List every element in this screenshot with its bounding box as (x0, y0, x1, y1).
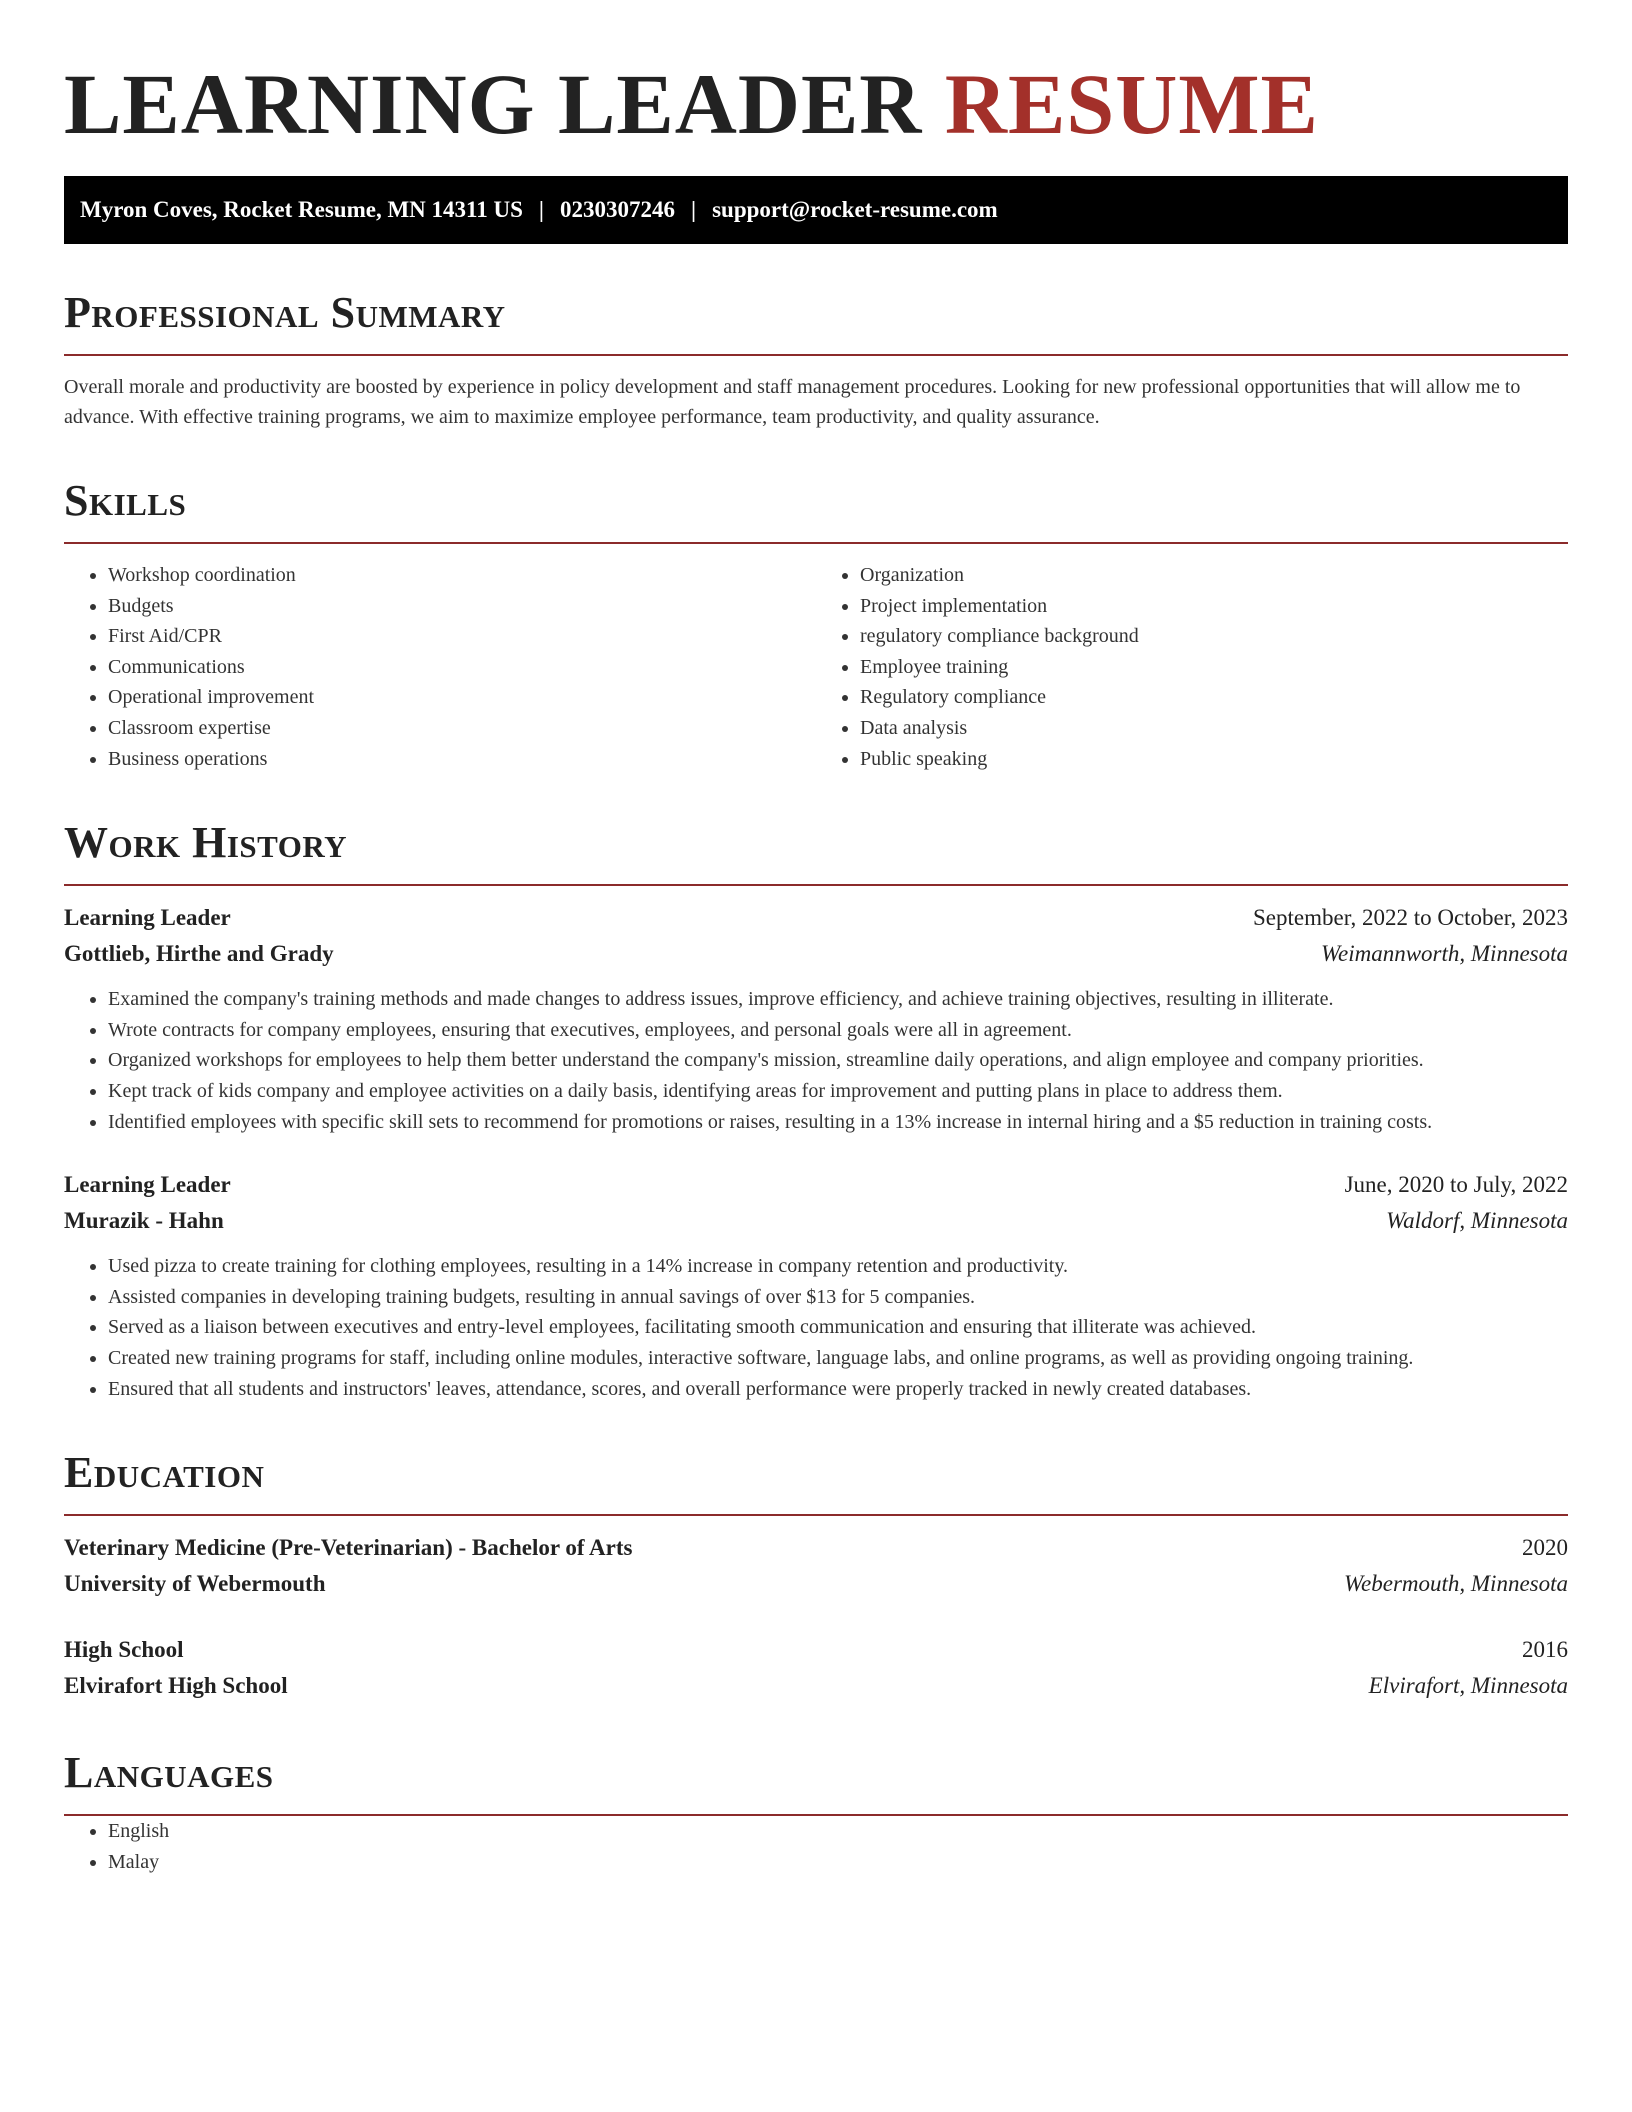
section-divider (64, 1514, 1568, 1516)
job-location: Weimannworth, Minnesota (1320, 941, 1568, 967)
job-bullet: • Ensured that all students and instructors' leaves, attendance, scores, and overall performance were properly tracked in newly created databases. (108, 1374, 1568, 1405)
education-entry-header (64, 1632, 1568, 1668)
education-entry (64, 1632, 1568, 1704)
skill-item: • Project implementation (860, 591, 1568, 622)
skills-column-left (64, 560, 816, 774)
contact-separator: | (691, 197, 697, 222)
skill-item: • Organization (860, 560, 1568, 591)
job-company: Gottlieb, Hirthe and Grady (64, 941, 334, 967)
title-main: LEARNING LEADER (64, 56, 923, 152)
skill-item: • Workshop coordination (108, 560, 816, 591)
section-divider (64, 354, 1568, 356)
education-school: Elvirafort High School (64, 1673, 288, 1699)
skill-item: • Business operations (108, 744, 816, 775)
skill-item: • Classroom expertise (108, 713, 816, 744)
education-entry-header (64, 1530, 1568, 1566)
job-title: Learning Leader (64, 905, 231, 931)
skills-list (64, 560, 1568, 774)
job-company: Murazik - Hahn (64, 1208, 224, 1234)
contact-address: Myron Coves, Rocket Resume, MN 14311 US (80, 197, 523, 222)
skill-item: • regulatory compliance background (860, 621, 1568, 652)
job-dates: September, 2022 to October, 2023 (1253, 905, 1568, 931)
skill-item: • Public speaking (860, 744, 1568, 775)
section-title-skills: Skills (64, 476, 187, 525)
job-location: Waldorf, Minnesota (1386, 1208, 1568, 1234)
job-bullet: • Wrote contracts for company employees, ensuring that executives, employees, and personal goals were all in agreement. (108, 1015, 1568, 1046)
work-entry-header (64, 900, 1568, 936)
education-school: University of Webermouth (64, 1571, 326, 1597)
resume-title (64, 48, 1568, 160)
skill-item: • Regulatory compliance (860, 682, 1568, 713)
job-bullet: • Used pizza to create training for clothing employees, resulting in a 14% increase in company retention and productivity. (108, 1251, 1568, 1282)
job-bullet: • Assisted companies in developing training budgets, resulting in annual savings of over $13 for 5 companies. (108, 1282, 1568, 1313)
skill-item: • Budgets (108, 591, 816, 622)
contact-separator: | (538, 197, 544, 222)
education-degree: Veterinary Medicine (Pre-Veterinarian) - Bachelor of Arts (64, 1535, 633, 1561)
job-bullets (64, 1251, 1568, 1404)
skill-item: • Communications (108, 652, 816, 683)
work-entry-subheader (64, 1203, 1568, 1239)
summary-text: Overall morale and productivity are boosted by experience in policy development and staff management procedures. Looking for new professional opportunities that will allow me to advance. With effective training programs, we aim to maximize employee performance, team productivity, and quality assurance. (64, 376, 1521, 428)
skill-item: • Employee training (860, 652, 1568, 683)
education-year: 2016 (1522, 1637, 1568, 1663)
work-entry-subheader (64, 936, 1568, 972)
job-bullet: • Identified employees with specific skill sets to recommend for promotions or raises, resulting in a 13% increase in internal hiring and a $5 reduction in training costs. (108, 1107, 1568, 1138)
job-bullet: • Kept track of kids company and employee activities on a daily basis, identifying areas for improvement and putting plans in place to address them. (108, 1076, 1568, 1107)
work-entry-header (64, 1167, 1568, 1203)
section-title-work-history: Work History (64, 818, 348, 868)
skill-item: • Data analysis (860, 713, 1568, 744)
language-item: • English (108, 1816, 1568, 1847)
work-entry (64, 1167, 1568, 1404)
skill-item: • Operational improvement (108, 682, 816, 713)
education-entry (64, 1530, 1568, 1602)
education-degree: High School (64, 1637, 184, 1663)
job-bullet: • Examined the company's training methods and made changes to address issues, improve efficiency, and achieve training objectives, resulting in illiterate. (108, 984, 1568, 1015)
section-divider (64, 884, 1568, 886)
section-title-education: Education (64, 1448, 265, 1498)
contact-bar (64, 176, 1568, 244)
languages-list (64, 1816, 1568, 1877)
section-title-summary: Professional Summary (64, 288, 506, 337)
contact-email: support@rocket-resume.com (712, 197, 998, 222)
job-bullet: • Organized workshops for employees to help them better understand the company's mission, streamline daily operations, and align employee and company priorities. (108, 1045, 1568, 1076)
title-accent: RESUME (944, 56, 1319, 152)
skills-column-right (816, 560, 1568, 774)
job-title: Learning Leader (64, 1172, 231, 1198)
education-entry-subheader (64, 1566, 1568, 1602)
job-dates: June, 2020 to July, 2022 (1344, 1172, 1568, 1198)
job-bullet: • Created new training programs for staff, including online modules, interactive software, language labs, and online programs, as well as providing ongoing training. (108, 1343, 1568, 1374)
job-bullets (64, 984, 1568, 1137)
section-title-languages: Languages (64, 1748, 274, 1798)
education-location: Webermouth, Minnesota (1343, 1571, 1568, 1597)
education-location: Elvirafort, Minnesota (1368, 1673, 1568, 1699)
job-bullet: • Served as a liaison between executives and entry-level employees, facilitating smooth communication and ensuring that illiterate was achieved. (108, 1312, 1568, 1343)
education-year: 2020 (1522, 1535, 1568, 1561)
education-entry-subheader (64, 1668, 1568, 1704)
section-divider (64, 542, 1568, 544)
work-entry (64, 900, 1568, 1137)
contact-phone: 0230307246 (560, 197, 675, 222)
language-item: • Malay (108, 1847, 1568, 1878)
skill-item: • First Aid/CPR (108, 621, 816, 652)
